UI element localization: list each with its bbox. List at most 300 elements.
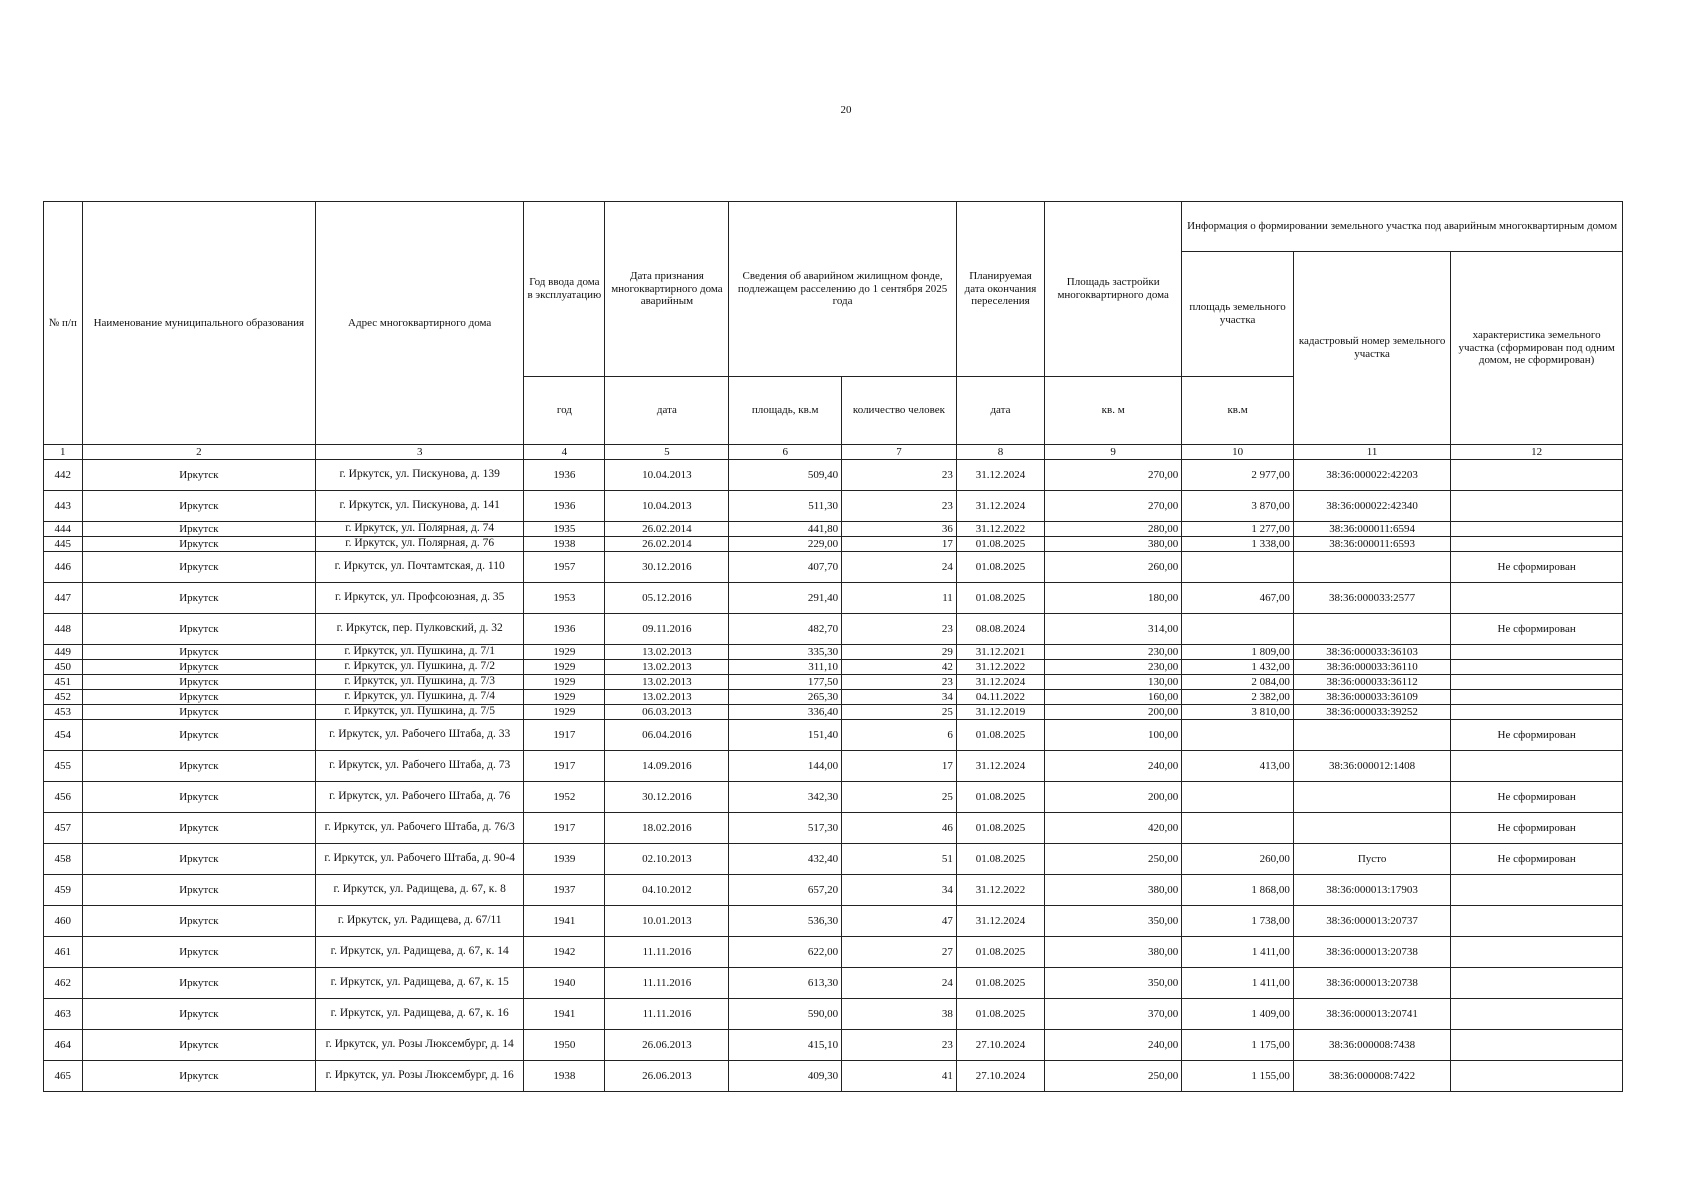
cell-land-area: 1 409,00 — [1182, 999, 1294, 1030]
cell-number: 451 — [44, 675, 83, 690]
cell-year-built: 1950 — [524, 1030, 605, 1061]
cell-number: 461 — [44, 937, 83, 968]
cell-land-area: 1 738,00 — [1182, 906, 1294, 937]
table-row — [44, 690, 1623, 705]
cell-land-area: 1 155,00 — [1182, 1061, 1294, 1092]
cell-land-area: 3 810,00 — [1182, 705, 1294, 720]
cell-cadastral: 38:36:000011:6593 — [1293, 537, 1450, 552]
cell-number: 454 — [44, 720, 83, 751]
cell-people: 36 — [842, 522, 957, 537]
cell-land-char — [1451, 645, 1623, 660]
table-row — [44, 614, 1623, 645]
cell-year-built: 1937 — [524, 875, 605, 906]
cell-cadastral: 38:36:000011:6594 — [1293, 522, 1450, 537]
cell-address: г. Иркутск, ул. Пушкина, д. 7/1 — [316, 645, 524, 660]
table-row — [44, 999, 1623, 1030]
cell-address: г. Иркутск, ул. Рабочего Штаба, д. 76 — [316, 782, 524, 813]
cell-people: 42 — [842, 660, 957, 675]
cell-date-recognized: 26.06.2013 — [605, 1030, 729, 1061]
table-row — [44, 583, 1623, 614]
cell-people: 23 — [842, 614, 957, 645]
cell-date-recognized: 13.02.2013 — [605, 690, 729, 705]
cell-address: г. Иркутск, ул. Радищева, д. 67, к. 14 — [316, 937, 524, 968]
cell-planned-date: 31.12.2022 — [956, 660, 1044, 675]
cell-number: 458 — [44, 844, 83, 875]
cell-land-char: Не сформирован — [1451, 782, 1623, 813]
cell-number: 462 — [44, 968, 83, 999]
cell-planned-date: 04.11.2022 — [956, 690, 1044, 705]
cell-number: 459 — [44, 875, 83, 906]
cell-date-recognized: 10.04.2013 — [605, 460, 729, 491]
cell-number: 450 — [44, 660, 83, 675]
cell-land-char: Не сформирован — [1451, 720, 1623, 751]
cell-date-recognized: 13.02.2013 — [605, 645, 729, 660]
header-num: № п/п — [44, 202, 83, 445]
cell-cadastral — [1293, 614, 1450, 645]
cell-planned-date: 01.08.2025 — [956, 844, 1044, 875]
cell-number: 452 — [44, 690, 83, 705]
cell-planned-date: 08.08.2024 — [956, 614, 1044, 645]
cell-built-area: 200,00 — [1045, 705, 1182, 720]
cell-land-area: 2 977,00 — [1182, 460, 1294, 491]
cell-year-built: 1929 — [524, 675, 605, 690]
col-number: 10 — [1182, 445, 1294, 460]
cell-planned-date: 31.12.2021 — [956, 645, 1044, 660]
cell-area: 144,00 — [729, 751, 842, 782]
cell-date-recognized: 11.11.2016 — [605, 937, 729, 968]
cell-date-recognized: 04.10.2012 — [605, 875, 729, 906]
cell-municipality: Иркутск — [82, 999, 316, 1030]
cell-year-built: 1938 — [524, 537, 605, 552]
cell-number: 444 — [44, 522, 83, 537]
cell-built-area: 130,00 — [1045, 675, 1182, 690]
cell-year-built: 1917 — [524, 720, 605, 751]
cell-area: 482,70 — [729, 614, 842, 645]
table-row — [44, 1061, 1623, 1092]
cell-municipality: Иркутск — [82, 705, 316, 720]
cell-built-area: 350,00 — [1045, 968, 1182, 999]
table-row — [44, 537, 1623, 552]
cell-planned-date: 01.08.2025 — [956, 537, 1044, 552]
cell-cadastral: 38:36:000022:42203 — [1293, 460, 1450, 491]
cell-land-char — [1451, 537, 1623, 552]
cell-built-area: 230,00 — [1045, 660, 1182, 675]
cell-built-area: 240,00 — [1045, 1030, 1182, 1061]
cell-planned-date: 01.08.2025 — [956, 552, 1044, 583]
cell-address: г. Иркутск, ул. Пушкина, д. 7/4 — [316, 690, 524, 705]
cell-planned-date: 31.12.2024 — [956, 491, 1044, 522]
cell-municipality: Иркутск — [82, 906, 316, 937]
cell-cadastral: Пусто — [1293, 844, 1450, 875]
cell-built-area: 230,00 — [1045, 645, 1182, 660]
cell-people: 23 — [842, 1030, 957, 1061]
cell-address: г. Иркутск, ул. Профсоюзная, д. 35 — [316, 583, 524, 614]
cell-address: г. Иркутск, ул. Пушкина, д. 7/5 — [316, 705, 524, 720]
table-row — [44, 751, 1623, 782]
header-address: Адрес многоквартирного дома — [316, 202, 524, 445]
cell-date-recognized: 30.12.2016 — [605, 552, 729, 583]
cell-municipality: Иркутск — [82, 1061, 316, 1092]
cell-land-area — [1182, 782, 1294, 813]
table-row — [44, 1030, 1623, 1061]
cell-cadastral: 38:36:000013:20738 — [1293, 968, 1450, 999]
cell-date-recognized: 26.06.2013 — [605, 1061, 729, 1092]
cell-cadastral: 38:36:000013:17903 — [1293, 875, 1450, 906]
cell-planned-date: 01.08.2025 — [956, 968, 1044, 999]
cell-number: 447 — [44, 583, 83, 614]
cell-people: 11 — [842, 583, 957, 614]
cell-address: г. Иркутск, ул. Радищева, д. 67, к. 16 — [316, 999, 524, 1030]
cell-municipality: Иркутск — [82, 875, 316, 906]
cell-year-built: 1936 — [524, 491, 605, 522]
cell-people: 34 — [842, 875, 957, 906]
cell-land-char: Не сформирован — [1451, 844, 1623, 875]
table-row — [44, 720, 1623, 751]
cell-date-recognized: 09.11.2016 — [605, 614, 729, 645]
column-number-row — [44, 445, 1623, 460]
cell-municipality: Иркутск — [82, 660, 316, 675]
cell-year-built: 1936 — [524, 460, 605, 491]
col-number: 8 — [956, 445, 1044, 460]
cell-land-area — [1182, 813, 1294, 844]
cell-number: 464 — [44, 1030, 83, 1061]
cell-planned-date: 01.08.2025 — [956, 999, 1044, 1030]
cell-area: 335,30 — [729, 645, 842, 660]
cell-land-area: 467,00 — [1182, 583, 1294, 614]
cell-address: г. Иркутск, ул. Радищева, д. 67/11 — [316, 906, 524, 937]
cell-area: 517,30 — [729, 813, 842, 844]
cell-cadastral: 38:36:000008:7422 — [1293, 1061, 1450, 1092]
cell-land-area: 2 084,00 — [1182, 675, 1294, 690]
cell-municipality: Иркутск — [82, 675, 316, 690]
cell-municipality: Иркутск — [82, 614, 316, 645]
cell-number: 453 — [44, 705, 83, 720]
cell-cadastral: 38:36:000033:39252 — [1293, 705, 1450, 720]
header-municipality: Наименование муниципального образования — [82, 202, 316, 445]
cell-planned-date: 01.08.2025 — [956, 813, 1044, 844]
cell-number: 443 — [44, 491, 83, 522]
cell-built-area: 380,00 — [1045, 937, 1182, 968]
cell-date-recognized: 06.04.2016 — [605, 720, 729, 751]
cell-year-built: 1917 — [524, 813, 605, 844]
cell-municipality: Иркутск — [82, 537, 316, 552]
unit-sqm: кв. м — [1045, 377, 1182, 445]
cell-people: 51 — [842, 844, 957, 875]
cell-date-recognized: 11.11.2016 — [605, 999, 729, 1030]
col-number: 12 — [1451, 445, 1623, 460]
cell-built-area: 100,00 — [1045, 720, 1182, 751]
cell-address: г. Иркутск, ул. Радищева, д. 67, к. 15 — [316, 968, 524, 999]
cell-year-built: 1942 — [524, 937, 605, 968]
cell-area: 441,80 — [729, 522, 842, 537]
table-row — [44, 522, 1623, 537]
cell-number: 460 — [44, 906, 83, 937]
header-year-built: Год ввода дома в эксплуатацию — [524, 202, 605, 377]
cell-date-recognized: 18.02.2016 — [605, 813, 729, 844]
cell-built-area: 380,00 — [1045, 875, 1182, 906]
emergency-housing-table — [43, 201, 1623, 1092]
cell-area: 291,40 — [729, 583, 842, 614]
cell-year-built: 1952 — [524, 782, 605, 813]
cell-municipality: Иркутск — [82, 844, 316, 875]
cell-year-built: 1940 — [524, 968, 605, 999]
cell-number: 449 — [44, 645, 83, 660]
cell-area: 311,10 — [729, 660, 842, 675]
unit-year: год — [524, 377, 605, 445]
table-row — [44, 675, 1623, 690]
cell-municipality: Иркутск — [82, 937, 316, 968]
cell-area: 151,40 — [729, 720, 842, 751]
cell-number: 442 — [44, 460, 83, 491]
cell-address: г. Иркутск, ул. Радищева, д. 67, к. 8 — [316, 875, 524, 906]
cell-built-area: 240,00 — [1045, 751, 1182, 782]
col-number: 9 — [1045, 445, 1182, 460]
cell-municipality: Иркутск — [82, 968, 316, 999]
cell-land-char — [1451, 522, 1623, 537]
cell-year-built: 1938 — [524, 1061, 605, 1092]
unit-people: количество человек — [842, 377, 957, 445]
cell-planned-date: 31.12.2024 — [956, 751, 1044, 782]
cell-address: г. Иркутск, ул. Полярная, д. 76 — [316, 537, 524, 552]
cell-municipality: Иркутск — [82, 583, 316, 614]
col-number: 1 — [44, 445, 83, 460]
unit-sqm-land: кв.м — [1182, 377, 1294, 445]
cell-people: 29 — [842, 645, 957, 660]
cell-land-area: 1 809,00 — [1182, 645, 1294, 660]
cell-people: 23 — [842, 675, 957, 690]
cell-cadastral: 38:36:000013:20737 — [1293, 906, 1450, 937]
cell-people: 27 — [842, 937, 957, 968]
cell-land-char — [1451, 1061, 1623, 1092]
unit-date-planned: дата — [956, 377, 1044, 445]
cell-land-char — [1451, 751, 1623, 782]
cell-land-char — [1451, 906, 1623, 937]
cell-land-area: 2 382,00 — [1182, 690, 1294, 705]
cell-address: г. Иркутск, ул. Пушкина, д. 7/3 — [316, 675, 524, 690]
header-planned-date: Планируемая дата окончания переселения — [956, 202, 1044, 377]
cell-year-built: 1957 — [524, 552, 605, 583]
cell-land-area: 413,00 — [1182, 751, 1294, 782]
cell-municipality: Иркутск — [82, 491, 316, 522]
cell-cadastral — [1293, 552, 1450, 583]
cell-cadastral: 38:36:000033:36103 — [1293, 645, 1450, 660]
cell-planned-date: 31.12.2024 — [956, 906, 1044, 937]
cell-area: 177,50 — [729, 675, 842, 690]
header-housing-info: Сведения об аварийном жилищном фонде, подлежащем расселению до 1 сентября 2025 года — [729, 202, 956, 377]
table-row — [44, 491, 1623, 522]
header-land-char: характеристика земельного участка (сформирован под одним домом, не сформирован) — [1451, 252, 1623, 445]
cell-area: 415,10 — [729, 1030, 842, 1061]
cell-address: г. Иркутск, ул. Пушкина, д. 7/2 — [316, 660, 524, 675]
cell-land-char — [1451, 705, 1623, 720]
cell-date-recognized: 13.02.2013 — [605, 675, 729, 690]
cell-cadastral — [1293, 813, 1450, 844]
cell-cadastral — [1293, 782, 1450, 813]
header-built-area: Площадь застройки многоквартирного дома — [1045, 202, 1182, 377]
cell-land-area: 1 277,00 — [1182, 522, 1294, 537]
header-date-recognized: Дата признания многоквартирного дома аварийным — [605, 202, 729, 377]
cell-built-area: 160,00 — [1045, 690, 1182, 705]
cell-land-area — [1182, 552, 1294, 583]
cell-address: г. Иркутск, ул. Полярная, д. 74 — [316, 522, 524, 537]
cell-year-built: 1929 — [524, 645, 605, 660]
cell-cadastral: 38:36:000033:36109 — [1293, 690, 1450, 705]
cell-cadastral: 38:36:000033:36112 — [1293, 675, 1450, 690]
table-row — [44, 660, 1623, 675]
cell-municipality: Иркутск — [82, 645, 316, 660]
table-row — [44, 705, 1623, 720]
cell-date-recognized: 30.12.2016 — [605, 782, 729, 813]
cell-year-built: 1929 — [524, 705, 605, 720]
cell-people: 25 — [842, 705, 957, 720]
cell-year-built: 1941 — [524, 999, 605, 1030]
unit-date: дата — [605, 377, 729, 445]
page-number: 20 — [840, 104, 852, 116]
cell-built-area: 180,00 — [1045, 583, 1182, 614]
cell-address: г. Иркутск, ул. Пискунова, д. 139 — [316, 460, 524, 491]
col-number: 7 — [842, 445, 957, 460]
cell-area: 590,00 — [729, 999, 842, 1030]
cell-land-char: Не сформирован — [1451, 813, 1623, 844]
cell-area: 536,30 — [729, 906, 842, 937]
col-number: 6 — [729, 445, 842, 460]
cell-land-char — [1451, 690, 1623, 705]
cell-address: г. Иркутск, ул. Рабочего Штаба, д. 73 — [316, 751, 524, 782]
cell-cadastral: 38:36:000012:1408 — [1293, 751, 1450, 782]
cell-year-built: 1935 — [524, 522, 605, 537]
cell-planned-date: 31.12.2022 — [956, 875, 1044, 906]
cell-land-char — [1451, 875, 1623, 906]
cell-date-recognized: 14.09.2016 — [605, 751, 729, 782]
cell-people: 6 — [842, 720, 957, 751]
cell-people: 38 — [842, 999, 957, 1030]
cell-year-built: 1929 — [524, 660, 605, 675]
header-land-area: площадь земельного участка — [1182, 252, 1294, 377]
table-row — [44, 937, 1623, 968]
table-body — [44, 460, 1623, 1092]
cell-people: 17 — [842, 751, 957, 782]
header-cadastral: кадастровый номер земельного участка — [1293, 252, 1450, 445]
cell-area: 342,30 — [729, 782, 842, 813]
cell-built-area: 260,00 — [1045, 552, 1182, 583]
cell-built-area: 200,00 — [1045, 782, 1182, 813]
cell-date-recognized: 10.01.2013 — [605, 906, 729, 937]
cell-planned-date: 01.08.2025 — [956, 937, 1044, 968]
cell-cadastral: 38:36:000033:36110 — [1293, 660, 1450, 675]
cell-date-recognized: 26.02.2014 — [605, 537, 729, 552]
cell-cadastral: 38:36:000013:20741 — [1293, 999, 1450, 1030]
col-number: 5 — [605, 445, 729, 460]
cell-people: 25 — [842, 782, 957, 813]
cell-land-char — [1451, 660, 1623, 675]
cell-land-area: 1 411,00 — [1182, 937, 1294, 968]
cell-year-built: 1941 — [524, 906, 605, 937]
cell-year-built: 1936 — [524, 614, 605, 645]
cell-land-area: 260,00 — [1182, 844, 1294, 875]
cell-address: г. Иркутск, ул. Пискунова, д. 141 — [316, 491, 524, 522]
cell-land-area: 1 338,00 — [1182, 537, 1294, 552]
cell-year-built: 1917 — [524, 751, 605, 782]
cell-planned-date: 27.10.2024 — [956, 1061, 1044, 1092]
cell-built-area: 270,00 — [1045, 460, 1182, 491]
cell-people: 23 — [842, 460, 957, 491]
cell-planned-date: 31.12.2022 — [956, 522, 1044, 537]
cell-area: 432,40 — [729, 844, 842, 875]
cell-land-char — [1451, 583, 1623, 614]
table-row — [44, 968, 1623, 999]
cell-people: 23 — [842, 491, 957, 522]
cell-number: 457 — [44, 813, 83, 844]
cell-address: г. Иркутск, ул. Почтамтская, д. 110 — [316, 552, 524, 583]
table-row — [44, 906, 1623, 937]
cell-municipality: Иркутск — [82, 720, 316, 751]
cell-people: 34 — [842, 690, 957, 705]
cell-area: 336,40 — [729, 705, 842, 720]
col-number: 11 — [1293, 445, 1450, 460]
cell-number: 446 — [44, 552, 83, 583]
cell-date-recognized: 26.02.2014 — [605, 522, 729, 537]
cell-people: 46 — [842, 813, 957, 844]
cell-land-char — [1451, 460, 1623, 491]
cell-cadastral: 38:36:000033:2577 — [1293, 583, 1450, 614]
cell-date-recognized: 11.11.2016 — [605, 968, 729, 999]
cell-municipality: Иркутск — [82, 690, 316, 705]
cell-built-area: 250,00 — [1045, 844, 1182, 875]
table-row — [44, 645, 1623, 660]
cell-area: 511,30 — [729, 491, 842, 522]
cell-land-char — [1451, 1030, 1623, 1061]
cell-planned-date: 01.08.2025 — [956, 782, 1044, 813]
cell-number: 448 — [44, 614, 83, 645]
cell-land-char — [1451, 968, 1623, 999]
cell-municipality: Иркутск — [82, 751, 316, 782]
cell-number: 463 — [44, 999, 83, 1030]
cell-number: 456 — [44, 782, 83, 813]
cell-municipality: Иркутск — [82, 522, 316, 537]
cell-year-built: 1929 — [524, 690, 605, 705]
cell-area: 613,30 — [729, 968, 842, 999]
cell-built-area: 350,00 — [1045, 906, 1182, 937]
cell-built-area: 250,00 — [1045, 1061, 1182, 1092]
col-number: 2 — [82, 445, 316, 460]
cell-area: 622,00 — [729, 937, 842, 968]
cell-land-area: 1 411,00 — [1182, 968, 1294, 999]
unit-area: площадь, кв.м — [729, 377, 842, 445]
cell-municipality: Иркутск — [82, 813, 316, 844]
table-row — [44, 813, 1623, 844]
cell-land-area — [1182, 720, 1294, 751]
cell-planned-date: 31.12.2024 — [956, 675, 1044, 690]
table-row — [44, 844, 1623, 875]
cell-land-char — [1451, 937, 1623, 968]
cell-area: 409,30 — [729, 1061, 842, 1092]
cell-cadastral — [1293, 720, 1450, 751]
cell-built-area: 420,00 — [1045, 813, 1182, 844]
cell-address: г. Иркутск, ул. Рабочего Штаба, д. 76/3 — [316, 813, 524, 844]
cell-built-area: 280,00 — [1045, 522, 1182, 537]
cell-date-recognized: 13.02.2013 — [605, 660, 729, 675]
cell-land-char — [1451, 675, 1623, 690]
cell-number: 465 — [44, 1061, 83, 1092]
cell-land-area: 3 870,00 — [1182, 491, 1294, 522]
col-number: 4 — [524, 445, 605, 460]
cell-planned-date: 01.08.2025 — [956, 583, 1044, 614]
cell-address: г. Иркутск, ул. Розы Люксембург, д. 14 — [316, 1030, 524, 1061]
cell-municipality: Иркутск — [82, 460, 316, 491]
table-row — [44, 552, 1623, 583]
cell-cadastral: 38:36:000022:42340 — [1293, 491, 1450, 522]
cell-date-recognized: 02.10.2013 — [605, 844, 729, 875]
